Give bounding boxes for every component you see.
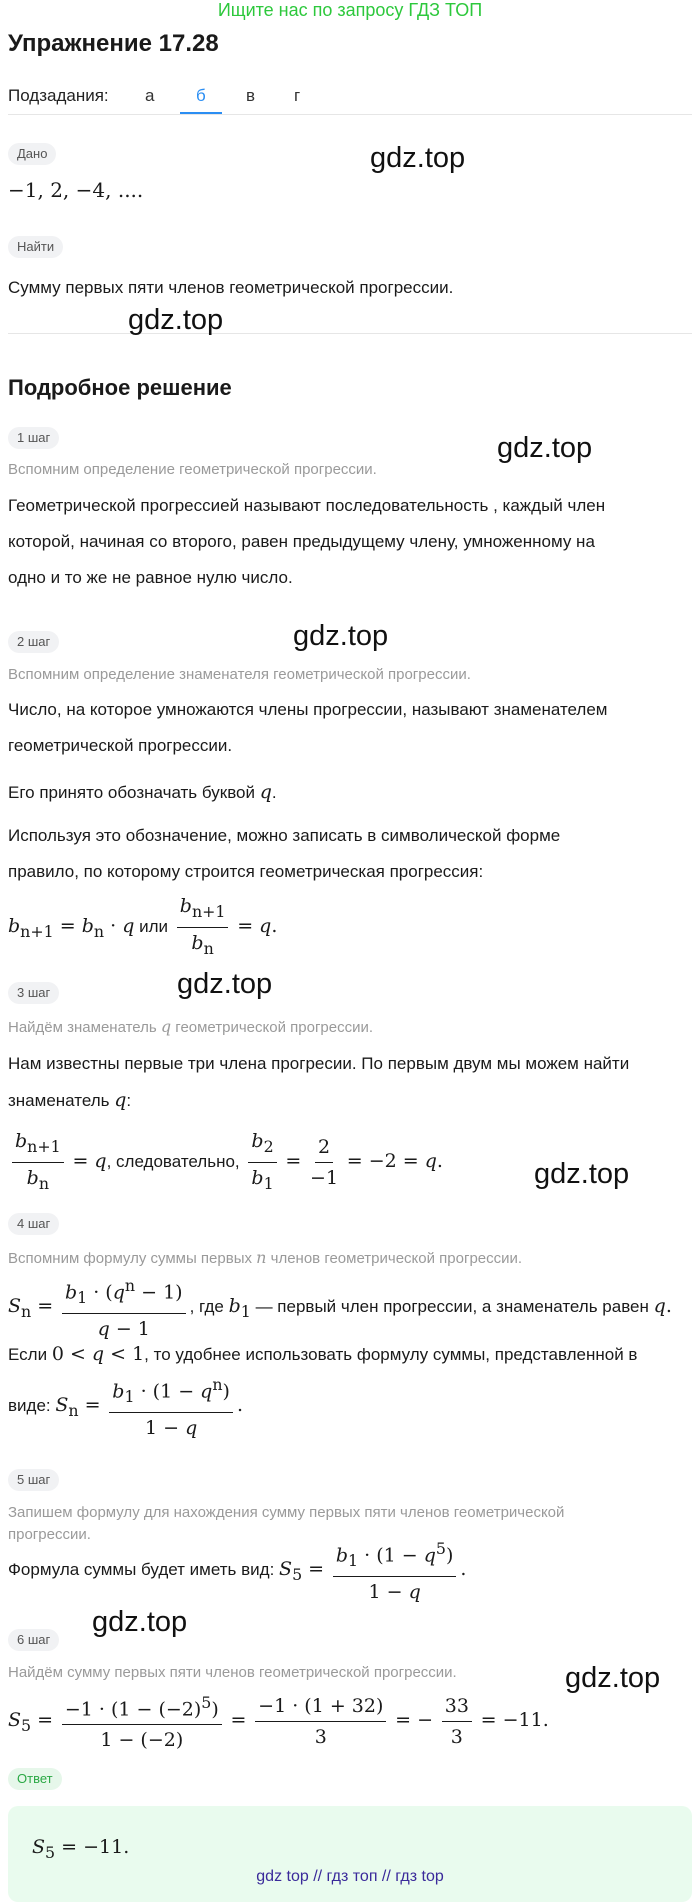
step-5-formula: Формула суммы будет иметь вид: $S_5$ = $\frac{b_1 \cdot (1 - q^5)}{1 - q}$ . [8, 1536, 466, 1605]
tab-b[interactable]: б [196, 86, 206, 105]
find-text: Сумму первых пяти членов геометрической прогрессии. [8, 278, 454, 297]
watermark-text: gdz.top [177, 968, 273, 1000]
step-4-formula: $S_n$ = $\frac{b_1 \cdot (q^n - 1)}{q - 1}$ , где $b_1$ — первый член прогрессии, а знаменатель равен q. [8, 1273, 672, 1342]
find-pill: Найти [8, 236, 63, 258]
step-2-text: Число, на которое умножаются члены прогрессии, называют знаменателем геометрической прогрессии. [8, 700, 608, 755]
watermark-text: gdz.top [370, 142, 466, 174]
tab-v[interactable]: в [246, 86, 256, 105]
top-banner: Ищите нас по запросу ГДЗ ТОП [217, 0, 483, 20]
watermark-text: gdz.top [534, 1158, 630, 1190]
footer-links[interactable]: gdz top // гдз топ // гдз top [256, 1868, 444, 1885]
given-pill: Дано [8, 143, 56, 165]
step-6-formula: $S_5$ = $\frac{-1 \cdot (1 - (-2)^5)}{1 - (-2)}$ = $\frac{-1 \cdot (1 + 32)}{3}$ = − $\frac{33}{3}$ = −11. [8, 1690, 549, 1753]
watermark-text: gdz.top [92, 1606, 188, 1638]
step-4-formula-2: виде: $S_n$ = $\frac{b_1 \cdot (1 - q^n)}{1 - q}$ . [8, 1372, 243, 1441]
step-4-hint: Вспомним формулу суммы первых n членов геометрической прогрессии. [8, 1248, 523, 1267]
step-6-hint: Найдём сумму первых пяти членов геометрической прогрессии. [8, 1664, 457, 1681]
tab-a[interactable]: а [145, 86, 155, 105]
step-4-pill: 4 шаг [8, 1213, 59, 1235]
watermark-text: gdz.top [565, 1662, 661, 1694]
answer-pill: Ответ [8, 1768, 62, 1790]
tabs-divider [8, 114, 692, 115]
step-1-text: Геометрической прогрессией называют последовательность , каждый член которой, начиная со второго, равен предыдущему члену, умноженному на одно и то же не равное нулю число. [8, 496, 606, 587]
step-2-pill: 2 шаг [8, 631, 59, 653]
step-3-hint: Найдём знаменатель q геометрической прогрессии. [8, 1017, 374, 1036]
step-6-pill: 6 шаг [8, 1629, 59, 1651]
tab-g[interactable]: г [294, 86, 301, 105]
step-2-formula: $b_{n+1} = b_n \cdot q$ или $\frac{b_{n+1}}{b_n}$ = q. [8, 895, 278, 958]
step-3-text: Нам известны первые три члена прогресии. По первым двум мы можем найти знаменатель q: [8, 1054, 630, 1111]
section-divider [8, 333, 692, 334]
watermark-text: gdz.top [497, 432, 593, 464]
step-1-hint: Вспомним определение геометрической прогрессии. [8, 461, 377, 478]
watermark-text: gdz.top [128, 304, 224, 336]
step-1-pill: 1 шаг [8, 427, 59, 449]
step-3-pill: 3 шаг [8, 982, 59, 1004]
answer-formula: $S_5 = -11$. [32, 1836, 130, 1862]
page-title: Упражнение 17.28 [8, 30, 219, 57]
step-2-hint: Вспомним определение знаменателя геометрической прогрессии. [8, 666, 471, 683]
given-sequence: −1, 2, −4, .... [8, 178, 144, 202]
step-5-hint: Запишем формулу для нахождения сумму первых пяти членов геометрической прогрессии. [8, 1504, 565, 1543]
step-3-formula: $\frac{b_{n+1}}{b_n}$ = q, следовательно, $\frac{b_2}{b_1}$ = $\frac{2}{-1}$ = −2 = q. [8, 1128, 443, 1197]
step-2-text-2: Используя это обозначение, можно записать в символической форме правило, по которому строится геометрическая прогрессия: [8, 826, 561, 881]
step-4-condition: Если 0 < q < 1, то удобнее использовать формулу суммы, представленной в [8, 1343, 638, 1365]
step-5-pill: 5 шаг [8, 1469, 59, 1491]
solution-title: Подробное решение [8, 375, 232, 400]
subtasks-label: Подзадания: [8, 86, 109, 105]
step-2-notation: Его принято обозначать буквой q. [8, 781, 277, 803]
watermark-text: gdz.top [293, 620, 389, 652]
